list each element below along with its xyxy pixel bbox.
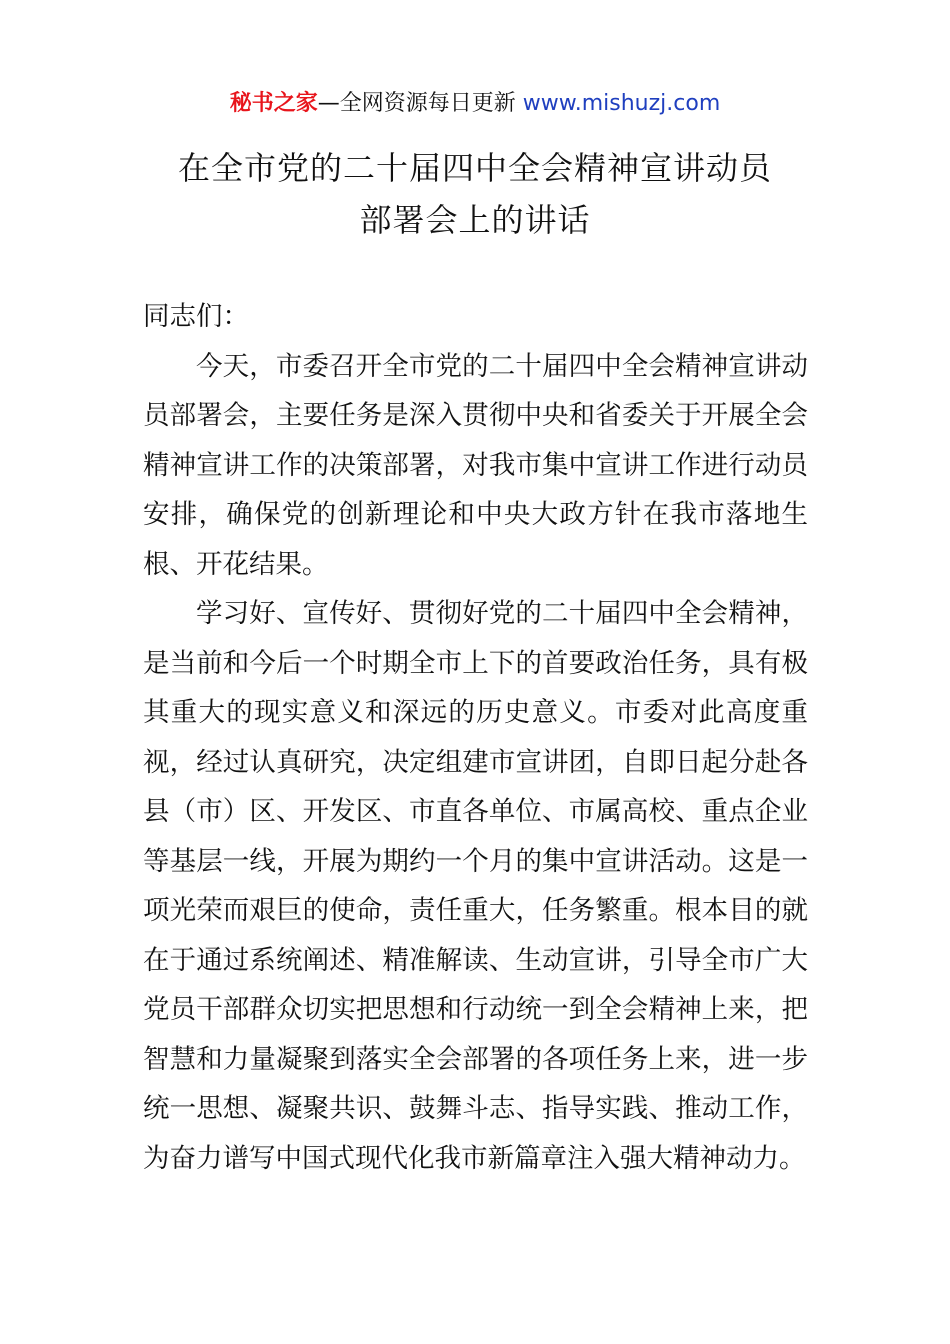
document-title: [0, 142, 950, 246]
site-tagline: —全网资源每日更新: [317, 91, 523, 116]
document-body: [143, 292, 808, 1183]
paragraph-2: 学习好、宣传好、贯彻好党的二十届四中全会精神，是当前和今后一个时期全市上下的首要政治任务，具有极其重大的现实意义和深远的历史意义。市委对此高度重视，经过认真研究，决定组建市宣讲团，自即日起分赴各县（市）区、开发区、市直各单位、市属高校、重点企业等基层一线，开展为期约一个月的集中宣讲活动。这是一项光荣而艰巨的使命，责任重大，任务繁重。根本目的就在于通过系统阐述、精准解读、生动宣讲，引导全市广大党员干部群众切实把思想和行动统一到全会精神上来，把智慧和力量凝聚到落实全会部署的各项任务上来，进一步统一思想、凝聚共识、鼓舞斗志、指导实践、推动工作，为奋力谱写中国式现代化我市新篇章注入强大精神动力。: [143, 598, 808, 1174]
site-header: [0, 88, 950, 120]
site-url-link[interactable]: www.mishuzj.com: [522, 91, 721, 116]
title-line-1: 在全市党的二十届四中全会精神宣讲动员: [177, 149, 772, 187]
salutation: 同志们：: [143, 301, 249, 332]
title-line-2: 部署会上的讲话: [359, 201, 591, 239]
site-brand: 秘书之家: [229, 91, 318, 116]
paragraph-1: 今天，市委召开全市党的二十届四中全会精神宣讲动员部署会，主要任务是深入贯彻中央和省委关于开展全会精神宣讲工作的决策部署，对我市集中宣讲工作进行动员安排，确保党的创新理论和中央大政方针在我市落地生根、开花结果。: [143, 350, 808, 580]
